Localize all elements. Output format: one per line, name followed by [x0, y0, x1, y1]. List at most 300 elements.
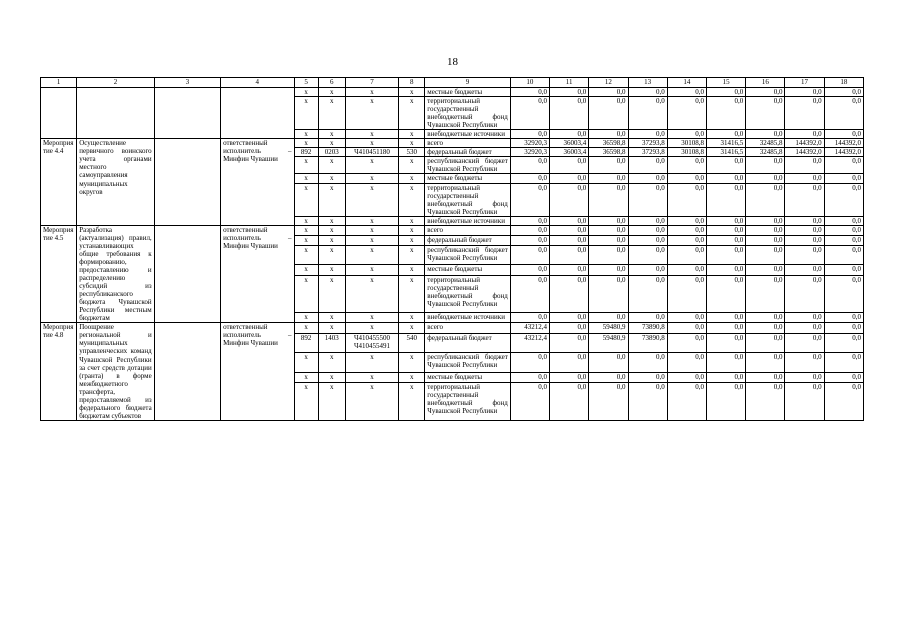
amount-cell: 0,0: [628, 174, 667, 183]
amount-cell: 0,0: [628, 353, 667, 373]
column-number: 18: [824, 78, 863, 88]
grbs-code-cell: x: [294, 97, 318, 130]
amount-cell: 0,0: [589, 353, 628, 373]
amount-cell: 0,0: [550, 183, 589, 216]
amount-cell: 0,0: [706, 323, 745, 333]
executor-cell: ответственный исполнитель – Минфин Чувашии: [221, 225, 294, 323]
executor-cell: [221, 88, 294, 139]
amount-cell: 0,0: [746, 235, 785, 245]
amount-cell: 0,0: [746, 216, 785, 225]
amount-cell: 0,0: [824, 174, 863, 183]
column-number: 8: [399, 78, 425, 88]
amount-cell: 32485,8: [746, 148, 785, 157]
target-article-cell: x: [345, 275, 398, 312]
amount-cell: 0,0: [550, 225, 589, 235]
grbs-code-cell: x: [294, 323, 318, 333]
amount-cell: 31416,5: [706, 148, 745, 157]
column-number: 16: [746, 78, 785, 88]
amount-cell: 0,0: [550, 382, 589, 420]
amount-cell: 0,0: [785, 323, 824, 333]
amount-cell: 0,0: [667, 323, 706, 333]
amount-cell: 0,0: [785, 130, 824, 139]
amount-cell: 0,0: [550, 174, 589, 183]
amount-cell: 0,0: [706, 130, 745, 139]
amount-cell: 0,0: [746, 275, 785, 312]
target-article-cell: x: [345, 97, 398, 130]
amount-cell: 0,0: [785, 382, 824, 420]
target-article-cell: x: [345, 382, 398, 420]
amount-cell: 0,0: [628, 130, 667, 139]
amount-cell: 0,0: [550, 157, 589, 174]
amount-cell: 0,0: [785, 353, 824, 373]
amount-cell: 0,0: [785, 265, 824, 275]
amount-cell: 0,0: [589, 372, 628, 382]
expense-group-cell: x: [399, 313, 425, 323]
amount-cell: 0,0: [785, 235, 824, 245]
amount-cell: 0,0: [706, 225, 745, 235]
amount-cell: 0,0: [628, 275, 667, 312]
amount-cell: 0,0: [628, 235, 667, 245]
table-row: [41, 225, 864, 235]
amount-cell: 0,0: [706, 313, 745, 323]
amount-cell: 0,0: [824, 382, 863, 420]
grbs-code-cell: x: [294, 174, 318, 183]
column-number: 14: [667, 78, 706, 88]
grbs-code-cell: x: [294, 157, 318, 174]
amount-cell: 0,0: [589, 313, 628, 323]
amount-cell: 0,0: [667, 333, 706, 353]
column-number-row: [41, 78, 864, 88]
page-number: 18: [447, 56, 458, 68]
amount-cell: 0,0: [667, 275, 706, 312]
amount-cell: 37293,8: [628, 139, 667, 148]
amount-cell: 32485,8: [746, 139, 785, 148]
funding-source-cell: федеральный бюджет: [425, 235, 511, 245]
amount-cell: 0,0: [510, 353, 549, 373]
grbs-code-cell: x: [294, 139, 318, 148]
amount-cell: 0,0: [667, 265, 706, 275]
amount-cell: 0,0: [785, 97, 824, 130]
expense-group-cell: x: [399, 139, 425, 148]
amount-cell: 0,0: [706, 174, 745, 183]
amount-cell: 0,0: [746, 157, 785, 174]
amount-cell: 0,0: [628, 216, 667, 225]
amount-cell: 144392,0: [785, 148, 824, 157]
section-code-cell: x: [318, 157, 345, 174]
amount-cell: 0,0: [667, 88, 706, 97]
amount-cell: 0,0: [746, 174, 785, 183]
grbs-code-cell: x: [294, 382, 318, 420]
section-code-cell: x: [318, 372, 345, 382]
amount-cell: 0,0: [510, 275, 549, 312]
amount-cell: 0,0: [667, 157, 706, 174]
amount-cell: 0,0: [824, 97, 863, 130]
expense-group-cell: x: [399, 174, 425, 183]
amount-cell: 0,0: [628, 88, 667, 97]
funding-source-cell: республиканский бюджет Чувашской Республики: [425, 157, 511, 174]
amount-cell: 0,0: [589, 157, 628, 174]
amount-cell: 0,0: [746, 183, 785, 216]
amount-cell: 0,0: [628, 97, 667, 130]
amount-cell: 0,0: [667, 174, 706, 183]
section-code-cell: x: [318, 323, 345, 333]
amount-cell: 0,0: [667, 372, 706, 382]
column-number: 2: [77, 78, 154, 88]
amount-cell: 0,0: [785, 183, 824, 216]
expense-group-cell: 530: [399, 148, 425, 157]
target-article-cell: x: [345, 265, 398, 275]
amount-cell: 0,0: [510, 88, 549, 97]
section-code-cell: x: [318, 97, 345, 130]
amount-cell: 0,0: [550, 130, 589, 139]
amount-cell: 0,0: [589, 97, 628, 130]
amount-cell: 0,0: [824, 323, 863, 333]
column-number: 10: [510, 78, 549, 88]
amount-cell: 0,0: [628, 372, 667, 382]
co-executor-cell: [154, 225, 220, 323]
amount-cell: 31416,5: [706, 139, 745, 148]
amount-cell: 0,0: [510, 157, 549, 174]
column-number: 13: [628, 78, 667, 88]
section-code-cell: x: [318, 174, 345, 183]
expense-group-cell: x: [399, 130, 425, 139]
column-number: 9: [425, 78, 511, 88]
amount-cell: 36598,8: [589, 148, 628, 157]
funding-source-cell: федеральный бюджет: [425, 148, 511, 157]
amount-cell: 0,0: [785, 157, 824, 174]
section-code-cell: 1403: [318, 333, 345, 353]
amount-cell: 0,0: [550, 313, 589, 323]
table-row: [41, 139, 864, 148]
amount-cell: 0,0: [628, 157, 667, 174]
amount-cell: 0,0: [628, 225, 667, 235]
amount-cell: 0,0: [667, 353, 706, 373]
amount-cell: 0,0: [589, 216, 628, 225]
funding-source-cell: внебюджетные источники: [425, 216, 511, 225]
amount-cell: 0,0: [589, 130, 628, 139]
amount-cell: 0,0: [706, 382, 745, 420]
amount-cell: 36598,8: [589, 139, 628, 148]
target-article-cell: x: [345, 235, 398, 245]
amount-cell: 30108,8: [667, 139, 706, 148]
event-name-cell: [77, 88, 154, 139]
amount-cell: 0,0: [550, 246, 589, 265]
grbs-code-cell: x: [294, 372, 318, 382]
amount-cell: 0,0: [746, 323, 785, 333]
column-number: 12: [589, 78, 628, 88]
amount-cell: 0,0: [589, 235, 628, 245]
target-article-cell: x: [345, 246, 398, 265]
funding-source-cell: всего: [425, 139, 511, 148]
amount-cell: 0,0: [746, 382, 785, 420]
target-article-cell: x: [345, 216, 398, 225]
funding-source-cell: внебюджетные источники: [425, 130, 511, 139]
amount-cell: 0,0: [824, 353, 863, 373]
expense-group-cell: x: [399, 157, 425, 174]
grbs-code-cell: x: [294, 130, 318, 139]
section-code-cell: x: [318, 139, 345, 148]
amount-cell: 0,0: [628, 246, 667, 265]
amount-cell: 0,0: [824, 372, 863, 382]
expense-group-cell: x: [399, 235, 425, 245]
funding-source-cell: территориальный государственный внебюджетный фонд Чувашской Республики: [425, 97, 511, 130]
expense-group-cell: x: [399, 246, 425, 265]
amount-cell: 37293,8: [628, 148, 667, 157]
amount-cell: 0,0: [667, 183, 706, 216]
amount-cell: 0,0: [550, 88, 589, 97]
co-executor-cell: [154, 139, 220, 225]
amount-cell: 0,0: [510, 265, 549, 275]
expense-group-cell: x: [399, 323, 425, 333]
amount-cell: 0,0: [510, 97, 549, 130]
amount-cell: 0,0: [550, 265, 589, 275]
expense-group-cell: x: [399, 275, 425, 312]
funding-table: [40, 77, 864, 421]
amount-cell: 0,0: [667, 130, 706, 139]
target-article-cell: x: [345, 323, 398, 333]
executor-cell: ответственный исполнитель – Минфин Чувашии: [221, 323, 294, 421]
amount-cell: 0,0: [706, 246, 745, 265]
section-code-cell: x: [318, 183, 345, 216]
amount-cell: 0,0: [706, 216, 745, 225]
target-article-cell: x: [345, 157, 398, 174]
column-number: 1: [41, 78, 77, 88]
event-code-cell: Мероприятие 4.5: [41, 225, 77, 323]
amount-cell: 0,0: [550, 275, 589, 312]
target-article-cell: x: [345, 372, 398, 382]
amount-cell: 0,0: [785, 225, 824, 235]
column-number: 6: [318, 78, 345, 88]
target-article-cell: Ч410455500 Ч410455491: [345, 333, 398, 353]
amount-cell: 0,0: [706, 157, 745, 174]
grbs-code-cell: x: [294, 246, 318, 265]
section-code-cell: x: [318, 382, 345, 420]
amount-cell: 73890,8: [628, 323, 667, 333]
section-code-cell: x: [318, 313, 345, 323]
co-executor-cell: [154, 323, 220, 421]
amount-cell: 0,0: [746, 372, 785, 382]
amount-cell: 0,0: [824, 235, 863, 245]
amount-cell: 0,0: [824, 183, 863, 216]
amount-cell: 0,0: [824, 275, 863, 312]
amount-cell: 43212,4: [510, 323, 549, 333]
amount-cell: 36003,4: [550, 148, 589, 157]
amount-cell: 73890,8: [628, 333, 667, 353]
amount-cell: 0,0: [824, 246, 863, 265]
amount-cell: 43212,4: [510, 333, 549, 353]
target-article-cell: x: [345, 225, 398, 235]
funding-source-cell: местные бюджеты: [425, 174, 511, 183]
target-article-cell: x: [345, 88, 398, 97]
amount-cell: 0,0: [667, 97, 706, 130]
section-code-cell: x: [318, 88, 345, 97]
amount-cell: 0,0: [706, 88, 745, 97]
target-article-cell: x: [345, 353, 398, 373]
amount-cell: 0,0: [510, 216, 549, 225]
expense-group-cell: x: [399, 353, 425, 373]
amount-cell: 144392,0: [824, 148, 863, 157]
amount-cell: 32920,3: [510, 139, 549, 148]
amount-cell: 0,0: [550, 235, 589, 245]
amount-cell: 0,0: [824, 333, 863, 353]
column-number: 15: [706, 78, 745, 88]
funding-source-cell: федеральный бюджет: [425, 333, 511, 353]
amount-cell: 0,0: [785, 275, 824, 312]
grbs-code-cell: 892: [294, 333, 318, 353]
target-article-cell: x: [345, 174, 398, 183]
amount-cell: 0,0: [628, 265, 667, 275]
grbs-code-cell: x: [294, 88, 318, 97]
expense-group-cell: x: [399, 372, 425, 382]
section-code-cell: x: [318, 225, 345, 235]
event-code-cell: [41, 88, 77, 139]
funding-source-cell: республиканский бюджет Чувашской Республики: [425, 246, 511, 265]
section-code-cell: x: [318, 275, 345, 312]
grbs-code-cell: x: [294, 275, 318, 312]
table-row: [41, 88, 864, 97]
amount-cell: 0,0: [785, 333, 824, 353]
amount-cell: 0,0: [589, 88, 628, 97]
column-number: 4: [221, 78, 294, 88]
amount-cell: 59480,9: [589, 333, 628, 353]
amount-cell: 0,0: [550, 216, 589, 225]
amount-cell: 0,0: [550, 372, 589, 382]
amount-cell: 0,0: [746, 246, 785, 265]
amount-cell: 0,0: [824, 157, 863, 174]
funding-source-cell: внебюджетные источники: [425, 313, 511, 323]
amount-cell: 0,0: [667, 235, 706, 245]
amount-cell: 0,0: [510, 130, 549, 139]
column-number: 5: [294, 78, 318, 88]
amount-cell: 0,0: [746, 97, 785, 130]
amount-cell: 0,0: [510, 382, 549, 420]
funding-source-cell: всего: [425, 225, 511, 235]
grbs-code-cell: x: [294, 235, 318, 245]
event-code-cell: Мероприятие 4.4: [41, 139, 77, 225]
amount-cell: 0,0: [706, 372, 745, 382]
target-article-cell: Ч410451180: [345, 148, 398, 157]
grbs-code-cell: x: [294, 225, 318, 235]
amount-cell: 0,0: [824, 130, 863, 139]
amount-cell: 0,0: [589, 265, 628, 275]
column-number: 17: [785, 78, 824, 88]
section-code-cell: x: [318, 246, 345, 265]
amount-cell: 32920,3: [510, 148, 549, 157]
amount-cell: 0,0: [746, 333, 785, 353]
target-article-cell: x: [345, 183, 398, 216]
amount-cell: 0,0: [628, 313, 667, 323]
column-number: 11: [550, 78, 589, 88]
event-name-cell: Разработка (актуализация) правил, устанавливающих общие требования к формированию, предоставлению и распределению субсидий из республиканского бюджета Чувашской Республики местным бюджетам: [77, 225, 154, 323]
amount-cell: 0,0: [824, 216, 863, 225]
table-row: [41, 323, 864, 333]
amount-cell: 0,0: [510, 313, 549, 323]
expense-group-cell: x: [399, 88, 425, 97]
column-number: 3: [154, 78, 220, 88]
expense-group-cell: x: [399, 382, 425, 420]
section-code-cell: x: [318, 216, 345, 225]
amount-cell: 0,0: [667, 246, 706, 265]
amount-cell: 0,0: [706, 183, 745, 216]
amount-cell: 0,0: [785, 372, 824, 382]
funding-source-cell: местные бюджеты: [425, 372, 511, 382]
amount-cell: 30108,8: [667, 148, 706, 157]
amount-cell: 0,0: [746, 313, 785, 323]
section-code-cell: x: [318, 235, 345, 245]
funding-source-cell: местные бюджеты: [425, 265, 511, 275]
expense-group-cell: x: [399, 183, 425, 216]
co-executor-cell: [154, 88, 220, 139]
amount-cell: 0,0: [824, 88, 863, 97]
target-article-cell: x: [345, 313, 398, 323]
section-code-cell: x: [318, 353, 345, 373]
amount-cell: 0,0: [589, 382, 628, 420]
target-article-cell: x: [345, 130, 398, 139]
expense-group-cell: x: [399, 216, 425, 225]
amount-cell: 0,0: [589, 275, 628, 312]
grbs-code-cell: x: [294, 265, 318, 275]
grbs-code-cell: x: [294, 183, 318, 216]
amount-cell: 0,0: [589, 225, 628, 235]
amount-cell: 0,0: [510, 183, 549, 216]
section-code-cell: x: [318, 130, 345, 139]
amount-cell: 0,0: [510, 174, 549, 183]
event-name-cell: Осуществление первичного воинского учета органами местного самоуправления муниципальных округов: [77, 139, 154, 225]
funding-source-cell: территориальный государственный внебюджетный фонд Чувашской Республики: [425, 382, 511, 420]
amount-cell: 0,0: [667, 216, 706, 225]
amount-cell: 0,0: [785, 246, 824, 265]
amount-cell: 0,0: [667, 313, 706, 323]
amount-cell: 0,0: [589, 183, 628, 216]
amount-cell: 144392,0: [824, 139, 863, 148]
grbs-code-cell: x: [294, 216, 318, 225]
section-code-cell: 0203: [318, 148, 345, 157]
amount-cell: 0,0: [589, 174, 628, 183]
amount-cell: 0,0: [550, 353, 589, 373]
amount-cell: 0,0: [706, 265, 745, 275]
funding-source-cell: территориальный государственный внебюджетный фонд Чувашской Республики: [425, 183, 511, 216]
grbs-code-cell: 892: [294, 148, 318, 157]
event-name-cell: Поощрение региональной и муниципальных управленческих команд Чувашской Республики за счет средств дотации (гранта) в форме межбюджетного трансферта, предоставляемой из федерального бюджета бюджетам субъектов: [77, 323, 154, 421]
amount-cell: 0,0: [824, 265, 863, 275]
amount-cell: 59480,9: [589, 323, 628, 333]
amount-cell: 144392,0: [785, 139, 824, 148]
amount-cell: 36003,4: [550, 139, 589, 148]
column-number: 7: [345, 78, 398, 88]
amount-cell: 0,0: [706, 235, 745, 245]
event-code-cell: Мероприятие 4.8: [41, 323, 77, 421]
amount-cell: 0,0: [628, 382, 667, 420]
expense-group-cell: x: [399, 225, 425, 235]
grbs-code-cell: x: [294, 353, 318, 373]
amount-cell: 0,0: [706, 275, 745, 312]
amount-cell: 0,0: [550, 97, 589, 130]
amount-cell: 0,0: [706, 353, 745, 373]
section-code-cell: x: [318, 265, 345, 275]
amount-cell: 0,0: [628, 183, 667, 216]
amount-cell: 0,0: [510, 246, 549, 265]
amount-cell: 0,0: [706, 97, 745, 130]
amount-cell: 0,0: [706, 333, 745, 353]
funding-source-cell: территориальный государственный внебюджетный фонд Чувашской Республики: [425, 275, 511, 312]
amount-cell: 0,0: [824, 313, 863, 323]
executor-cell: ответственный исполнитель – Минфин Чувашии: [221, 139, 294, 225]
amount-cell: 0,0: [550, 333, 589, 353]
amount-cell: 0,0: [746, 353, 785, 373]
amount-cell: 0,0: [785, 313, 824, 323]
target-article-cell: x: [345, 139, 398, 148]
amount-cell: 0,0: [785, 88, 824, 97]
